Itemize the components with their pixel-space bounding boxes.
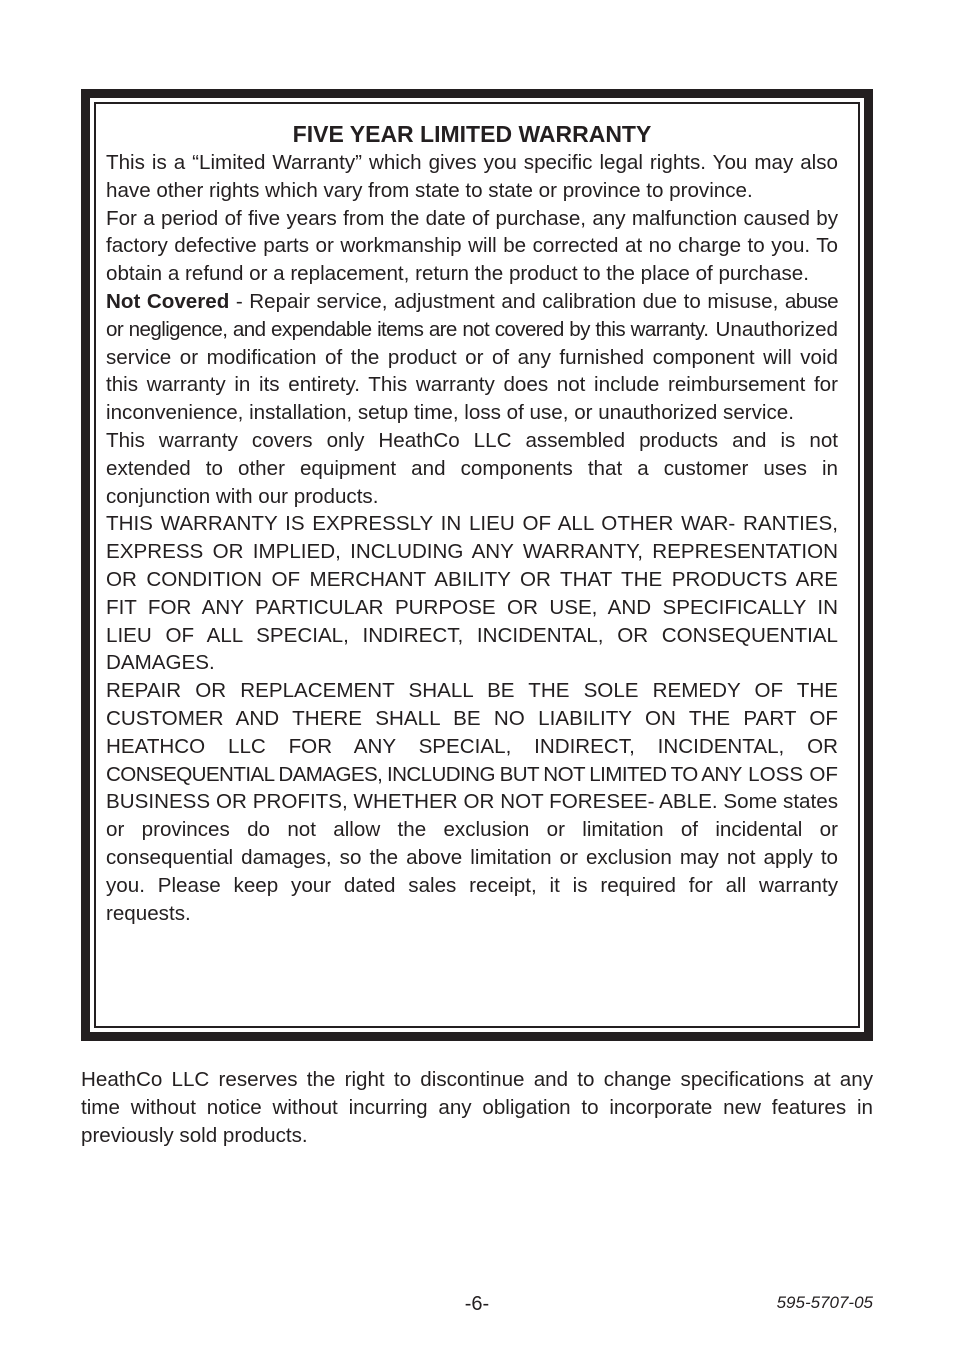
warranty-paragraph-disclaimer: THIS WARRANTY IS EXPRESSLY IN LIEU OF ALL OTHER WAR- RANTIES, EXPRESS OR IMPLIED, INCLUDING ANY WARRANTY, REPRESENTATION OR CONDITION OF MERCHANT ABILITY OR THAT THE PRODUCTS ARE FIT FOR ANY PARTICULAR PURPOSE OR USE, AND SPECIFICALLY IN LIEU OF ALL SPECIAL, INDIRECT, INCIDENTAL, OR CONSEQUENTIAL DAMAGES.: [106, 512, 838, 675]
warranty-paragraph-remedy: [106, 677, 838, 927]
warranty-paragraph-legal-rights: This is a “Limited Warranty” which gives you specific legal rights. You may also have other rights which vary from state to state or province to province.: [106, 151, 838, 202]
remedy-text-b: CONSEQUENTIAL DAMAGES, INCLUDING BUT NOT LIMITED TO ANY: [106, 762, 742, 786]
not-covered-text-rest: Unauthorized service or modification of the product or of any furnished component will void this warranty in its entirety. This warranty does not include reimbursement for inconvenience, installation, setup time, loss of use, or unauthorized service.: [106, 317, 838, 425]
remedy-text-c: LOSS OF BUSINESS OR PROFITS, WHETHER OR NOT FORESEE- ABLE. Some states or provinces do not allow the exclusion or limitation of incidental or consequential damages, so the above limitation or exclusion may not apply to you. Please keep your dated sales receipt, it is required for all warranty requests.: [106, 762, 838, 925]
warranty-paragraph-not-covered: [106, 288, 838, 427]
specification-notice: HeathCo LLC reserves the right to discontinue and to change specifications at any time without notice without incurring any obligation to incorporate new features in previously sold products.: [81, 1068, 873, 1147]
warranty-title: FIVE YEAR LIMITED WARRANTY: [292, 121, 652, 147]
not-covered-text-line1: - Repair service, adjustment and calibration due to misuse,: [229, 289, 785, 313]
not-covered-text-line2: abuse or negligence, and expendable items are not covered by this warranty.: [106, 289, 838, 341]
warranty-paragraph-scope: This warranty covers only HeathCo LLC assembled products and is not extended to other equipment and components that a customer uses in conjunction with our products.: [106, 428, 838, 508]
warranty-box: [81, 89, 873, 1041]
warranty-content: [106, 120, 838, 927]
document-code: 595-5707-05: [776, 1293, 873, 1312]
remedy-text-a: REPAIR OR REPLACEMENT SHALL BE THE SOLE REMEDY OF THE CUSTOMER AND THERE SHALL BE NO LIABILITY ON THE PART OF HEATHCO LLC FOR ANY SPECIAL, INDIRECT, INCIDENTAL, OR: [106, 679, 838, 758]
warranty-paragraph-coverage-period: For a period of five years from the date of purchase, any malfunction caused by factory defective parts or workmanship will be corrected at no charge to you. To obtain a refund or a replacement, return the product to the place of purchase.: [106, 206, 838, 286]
page-number: -6-: [464, 1293, 490, 1315]
not-covered-label: Not Covered: [106, 289, 230, 313]
